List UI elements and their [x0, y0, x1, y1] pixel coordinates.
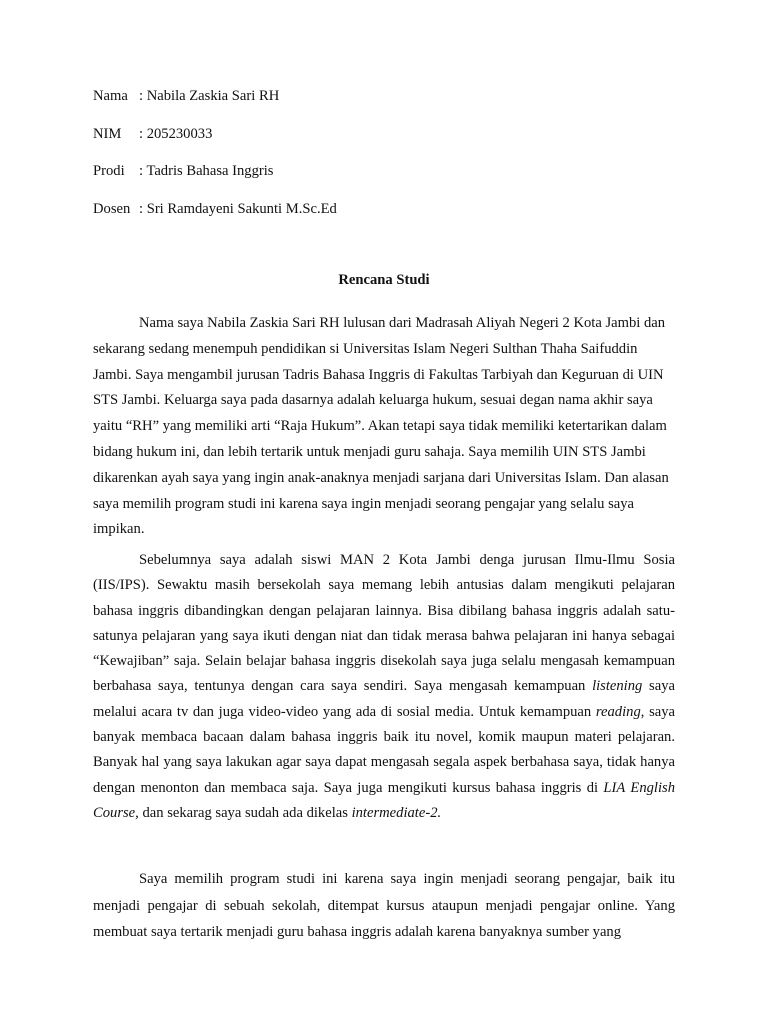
info-label: Nama — [93, 88, 128, 104]
info-row-nama — [93, 86, 337, 124]
paragraph-2-text: , dan sekarag saya sudah ada dikelas — [135, 804, 352, 821]
paragraph-2-text: saya melalui acara tv dan juga video-video yang ada di sosial media. Untuk kemampuan — [93, 678, 675, 720]
info-value: : Sri Ramdayeni Sakunti M.Sc.Ed — [139, 200, 337, 217]
italic-term: intermediate-2. — [351, 804, 442, 821]
info-row-prodi — [93, 161, 337, 199]
info-value: : 205230033 — [139, 125, 213, 142]
info-label: Prodi — [93, 163, 125, 179]
italic-term: listening — [592, 678, 643, 695]
paragraph-2-text: , saya banyak membaca bacaan dalam bahasa inggris baik itu novel, komik maupun materi pelajaran. Banyak hal yang saya lakukan agar saya dapat mengasah segala aspek berbahasa saya, tidak hanya dengan menonton dan membaca saja. Saya juga mengikuti kursus bahasa inggris di — [93, 703, 676, 796]
info-label: NIM — [93, 125, 122, 142]
info-value: : Nabila Zaskia Sari RH — [139, 88, 280, 104]
paragraph-2-text: Sebelumnya saya adalah siswi MAN 2 Kota Jambi denga jurusan Ilmu-Ilmu Sosia (IIS/IPS). Sewaktu masih bersekolah saya memang lebih antusias dalam mengikuti pelajaran bahasa inggris dibandingkan dengan pelajaran lainnya. Bisa dibilang bahasa inggris adalah satu-satunya pelajaran yang saya ikuti dengan niat dan tidak merasa bahwa pelajaran ini hanya sebagai “Kewajiban” saja. Selain belajar bahasa inggris disekolah saya juga selalu mengasah kemampuan berbahasa saya, tentunya dengan cara saya sendiri. Saya mengasah kemampuan — [93, 552, 675, 695]
paragraph-1: Nama saya Nabila Zaskia Sari RH lulusan dari Madrasah Aliyah Negeri 2 Kota Jambi dan sekarang sedang menempuh pendidikan si Universitas Islam Negeri Sulthan Thaha Saifuddin Jambi. Saya mengambil jurusan Tadris Bahasa Inggris di Fakultas Tarbiyah dan Keguruan di UIN STS Jambi. Keluarga saya pada dasarnya adalah keluarga hukum, sesuai degan nama akhir saya yaitu “RH” yang memiliki arti “Raja Hukum”. Akan tetapi saya tidak memiliki ketertarikan dalam bidang hukum ini, dan lebih tertarik untuk menjadi guru sahaja. Saya memilih UIN STS Jambi dikarenkan ayah saya yang ingin anak-anaknya menjadi sarjana dari Universitas Islam. Dan alasan saya memilih program studi ini karena saya ingin menjadi seorang pengajar yang selalu saya impikan. — [93, 315, 669, 538]
paragraph-2 — [93, 548, 675, 826]
info-value: : Tadris Bahasa Inggris — [139, 163, 274, 179]
document-title: Rencana Studi — [338, 272, 430, 288]
paragraph-3: Saya memilih program studi ini karena saya ingin menjadi seorang pengajar, baik itu menjadi pengajar di sebuah sekolah, ditempat kursus ataupun menjadi pengajar online. Yang membuat saya tertarik menjadi guru bahasa inggris adalah karena banyaknya sumber yang — [93, 871, 675, 940]
info-row-nim — [93, 124, 337, 162]
student-info — [93, 86, 337, 236]
info-row-dosen — [93, 199, 337, 237]
italic-term: LIA English Course — [93, 779, 675, 821]
italic-term: reading — [595, 703, 641, 720]
info-label: Dosen — [93, 200, 131, 217]
